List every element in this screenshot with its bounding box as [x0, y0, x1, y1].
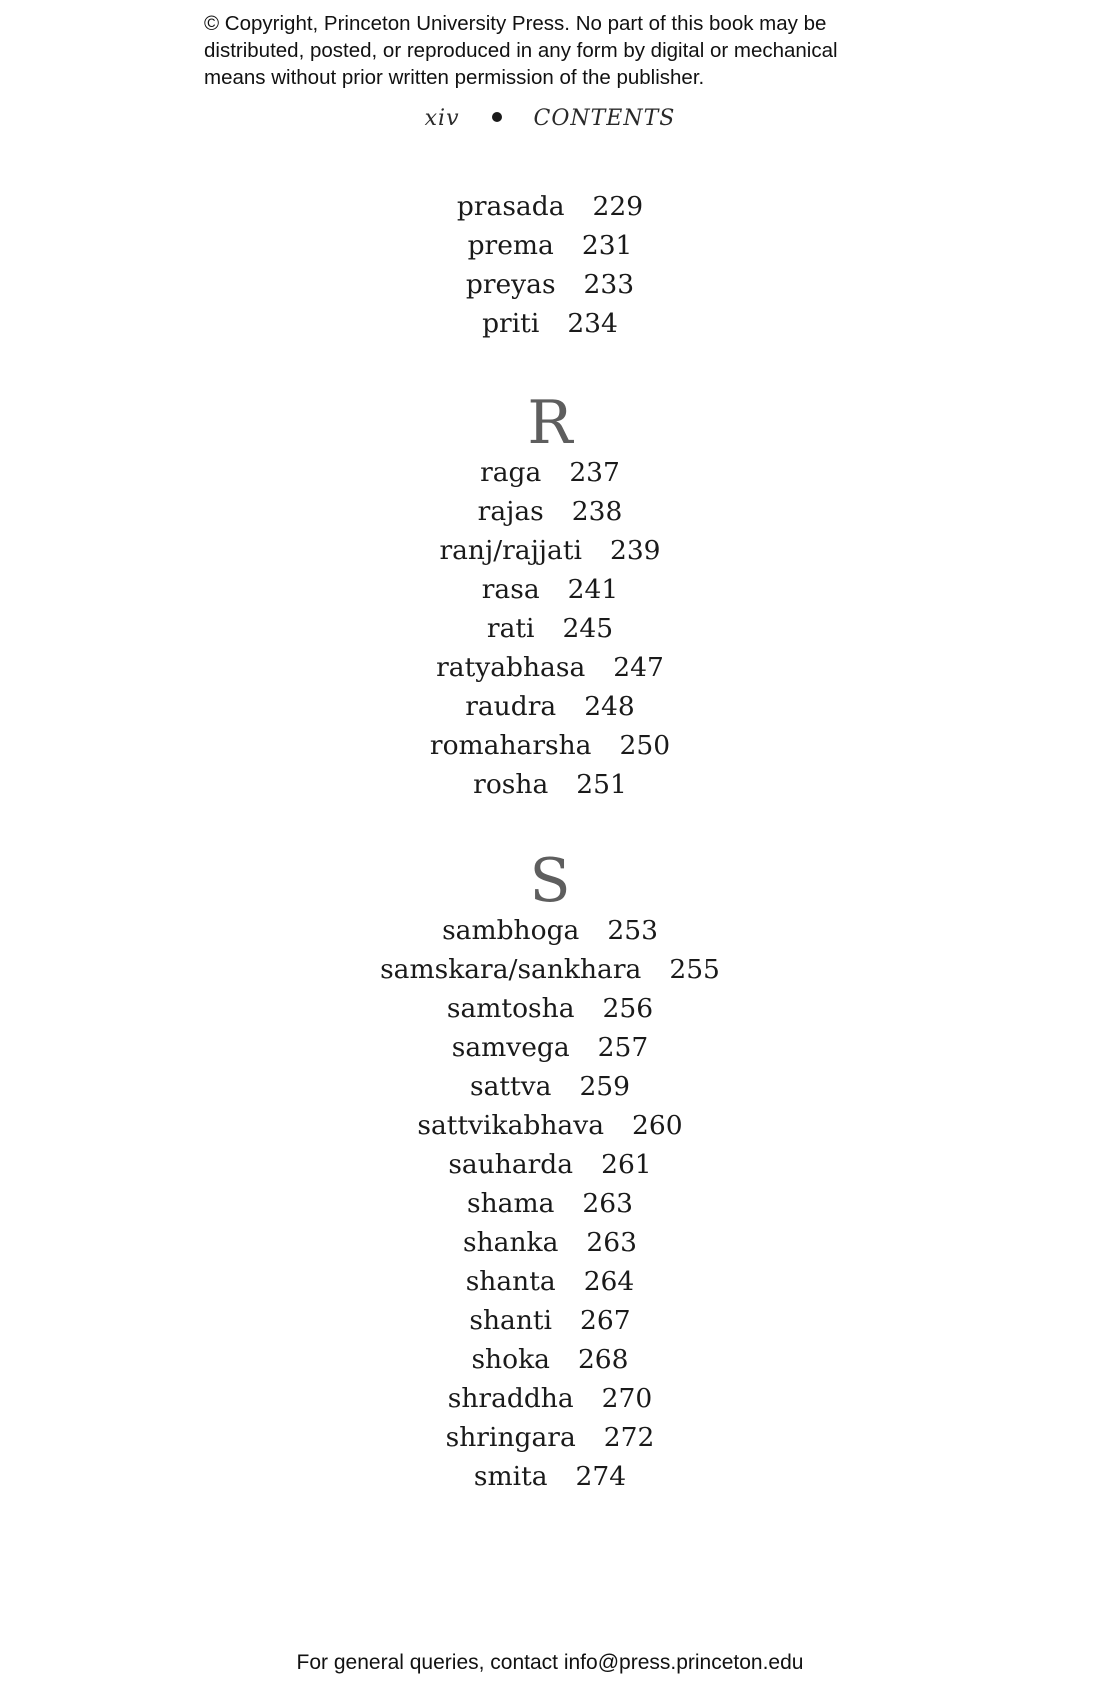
entry-page: 238 — [571, 496, 623, 527]
toc-entry[interactable] — [0, 1223, 1100, 1262]
toc-entry[interactable] — [0, 226, 1100, 265]
entry-page: 259 — [579, 1071, 631, 1102]
entry-term: rosha — [473, 769, 549, 800]
entry-term: sauharda — [448, 1149, 574, 1180]
entry-page: 233 — [583, 269, 635, 300]
toc-entry[interactable] — [0, 265, 1100, 304]
toc-entry[interactable] — [0, 570, 1100, 609]
entry-page: 268 — [577, 1344, 629, 1375]
entry-page: 241 — [567, 574, 619, 605]
entry-page: 257 — [597, 1032, 649, 1063]
entry-term: shanka — [463, 1227, 559, 1258]
entry-term: prema — [467, 230, 554, 261]
toc-entry[interactable] — [0, 911, 1100, 950]
toc-entry[interactable] — [0, 1067, 1100, 1106]
toc-entry[interactable] — [0, 1301, 1100, 1340]
toc-entry[interactable] — [0, 726, 1100, 765]
toc-entry[interactable] — [0, 989, 1100, 1028]
toc-entry[interactable] — [0, 492, 1100, 531]
entry-term: shraddha — [447, 1383, 574, 1414]
entry-term: raudra — [465, 691, 557, 722]
toc-entry[interactable] — [0, 1379, 1100, 1418]
copyright-notice — [204, 10, 924, 91]
toc-entry[interactable] — [0, 1184, 1100, 1223]
running-head — [0, 106, 1100, 131]
entry-term: sambhoga — [442, 915, 580, 946]
entry-term: shringara — [445, 1422, 576, 1453]
toc-entry[interactable] — [0, 687, 1100, 726]
entry-page: 234 — [567, 308, 618, 339]
toc-group-r — [0, 453, 1100, 804]
running-head-title: CONTENTS — [533, 106, 676, 131]
entry-page: 253 — [607, 915, 658, 946]
copyright-line: distributed, posted, or reproduced in any form by digital or mechanical — [204, 39, 838, 62]
entry-term: samtosha — [446, 993, 575, 1024]
entry-term: sattva — [469, 1071, 552, 1102]
entry-term: shama — [467, 1188, 555, 1219]
copyright-line: © Copyright, Princeton University Press. No part of this book may be — [204, 12, 827, 35]
toc-entry[interactable] — [0, 1262, 1100, 1301]
entry-term: samvega — [451, 1032, 570, 1063]
entry-term: rajas — [477, 496, 544, 527]
toc-group-s — [0, 911, 1100, 1496]
toc-entry[interactable] — [0, 304, 1100, 343]
toc-entry[interactable] — [0, 1145, 1100, 1184]
entry-term: rati — [486, 613, 535, 644]
entry-page: 245 — [562, 613, 614, 644]
section-letter-r: R — [527, 388, 573, 458]
entry-term: romaharsha — [429, 730, 592, 761]
toc-entry[interactable] — [0, 609, 1100, 648]
entry-term: priti — [482, 308, 540, 339]
toc-entry[interactable] — [0, 1028, 1100, 1067]
entry-term: rasa — [481, 574, 540, 605]
bullet-separator — [492, 112, 502, 122]
entry-term: smita — [473, 1461, 548, 1492]
toc-entry[interactable] — [0, 1418, 1100, 1457]
entry-page: 267 — [580, 1305, 631, 1336]
entry-term: prasada — [456, 191, 565, 222]
entry-term: preyas — [465, 269, 556, 300]
toc-entry[interactable] — [0, 765, 1100, 804]
entry-page: 272 — [603, 1422, 655, 1453]
copyright-line: means without prior written permission of the publisher. — [204, 66, 705, 89]
entry-term: ratyabhasa — [436, 652, 586, 683]
entry-page: 260 — [632, 1110, 683, 1141]
page-folio: xiv — [424, 106, 460, 131]
entry-page: 263 — [582, 1188, 633, 1219]
entry-page: 229 — [592, 191, 644, 222]
toc-entry[interactable] — [0, 531, 1100, 570]
entry-term: samskara/sankhara — [380, 954, 642, 985]
entry-page: 274 — [575, 1461, 627, 1492]
section-letter-s: S — [529, 846, 571, 916]
entry-term: shanta — [465, 1266, 556, 1297]
entry-page: 231 — [581, 230, 633, 261]
toc-entry[interactable] — [0, 1106, 1100, 1145]
toc-entry[interactable] — [0, 1340, 1100, 1379]
entry-page: 250 — [619, 730, 671, 761]
footer-contact: For general queries, contact info@press.princeton.edu — [296, 1651, 804, 1674]
toc-entry[interactable] — [0, 187, 1100, 226]
toc-entry[interactable] — [0, 453, 1100, 492]
entry-term: shanti — [469, 1305, 553, 1336]
toc-entry[interactable] — [0, 1457, 1100, 1496]
entry-page: 261 — [601, 1149, 652, 1180]
entry-page: 255 — [669, 954, 720, 985]
entry-page: 256 — [602, 993, 654, 1024]
entry-term: shoka — [471, 1344, 550, 1375]
entry-page: 247 — [613, 652, 664, 683]
entry-term: ranj/rajjati — [439, 535, 582, 566]
entry-term: sattvikabhava — [417, 1110, 604, 1141]
entry-page: 237 — [569, 457, 620, 488]
toc-entry[interactable] — [0, 950, 1100, 989]
toc-group-p — [0, 187, 1100, 343]
entry-page: 264 — [583, 1266, 635, 1297]
entry-page: 239 — [609, 535, 661, 566]
entry-page: 248 — [584, 691, 635, 722]
entry-page: 270 — [601, 1383, 653, 1414]
toc-entry[interactable] — [0, 648, 1100, 687]
entry-page: 263 — [586, 1227, 637, 1258]
entry-term: raga — [480, 457, 542, 488]
entry-page: 251 — [576, 769, 627, 800]
